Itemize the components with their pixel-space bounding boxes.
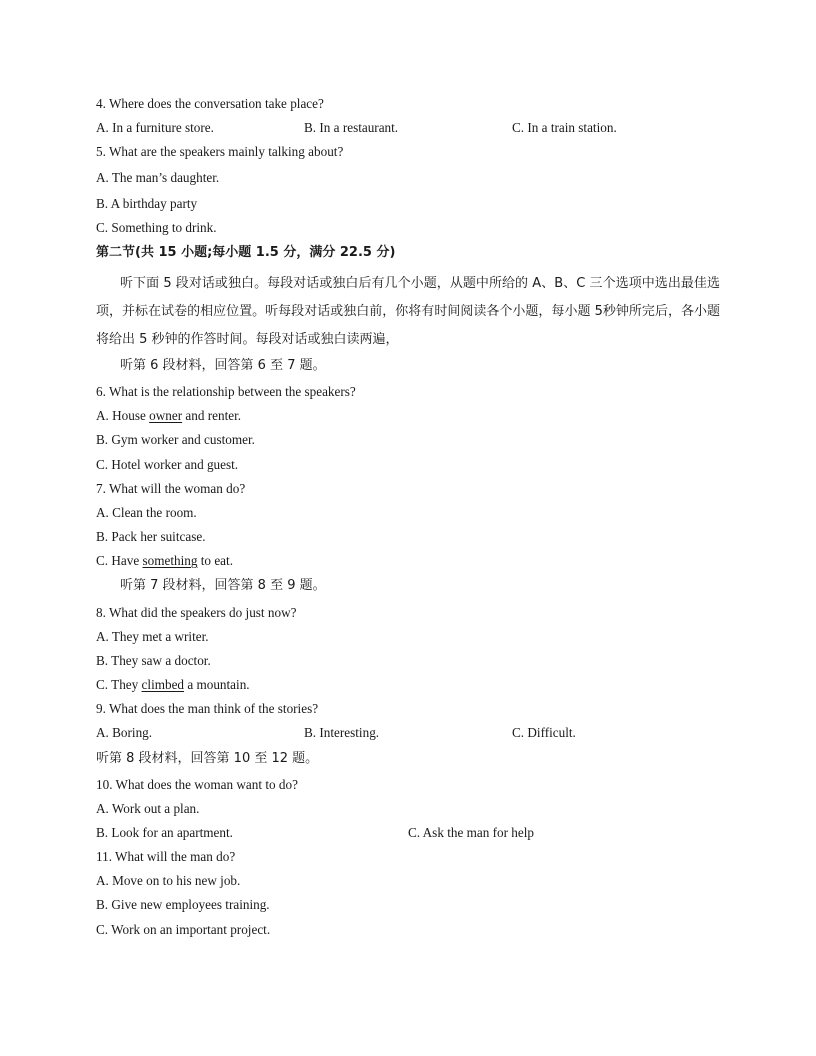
option-11a: A. Move on to his new job. [96,873,241,888]
option-8c [96,677,250,693]
option-11c: C. Work on an important project. [96,922,271,937]
question-8: 8. What did the speakers do just now? [96,605,297,620]
option-4c: C. In a train station. [512,120,617,135]
option-6a-prefix: A. House [96,408,150,423]
question-10: 10. What does the woman want to do? [96,777,298,792]
option-7c-prefix: C. Have [96,553,143,568]
option-10c: C. Ask the man for help [408,825,534,840]
option-8c-prefix: C. They [96,677,142,692]
option-8c-suffix: a mountain. [184,677,250,692]
passage-8-note: 听第 8 段材料，回答第 10 至 12 题。 [96,751,319,766]
option-6c: C. Hotel worker and guest. [96,457,239,472]
option-8a: A. They met a writer. [96,629,209,644]
option-5c: C. Something to drink. [96,220,217,235]
option-7b: B. Pack her suitcase. [96,529,206,544]
option-6a-underlined: owner [149,408,183,423]
question-5: 5. What are the speakers mainly talking about? [96,144,344,159]
option-6a [96,408,241,424]
question-9: 9. What does the man think of the stories? [96,701,319,716]
option-7c-suffix: to eat. [197,553,233,568]
option-9a: A. Boring. [96,725,153,740]
section-heading: 第二节(共 15 小题;每小题 1.5 分，满分 22.5 分) [96,245,396,260]
section-instructions: 听下面 5 段对话或独白。每段对话或独白后有几个小题，从题中所给的 A、B、C 三个选项中选出最佳选项，并标在试卷的相应位置。听每段对话或独白前，你将有时间阅读各个小题，每小题 5秒钟所完后，各小题将给出 5 秒钟的作答时间。每段对话或独白读两遍， [96,276,720,347]
passage-6-note: 听第 6 段材料，回答第 6 至 7 题。 [120,358,326,373]
option-6a-suffix: and renter. [182,408,242,423]
option-8c-underlined: climbed [141,677,185,692]
passage-7-note: 听第 7 段材料，回答第 8 至 9 题。 [120,578,326,593]
question-11: 11. What will the man do? [96,849,236,864]
option-8b: B. They saw a doctor. [96,653,211,668]
option-5a: A. The man’s daughter. [96,170,220,185]
question-6: 6. What is the relationship between the speakers? [96,384,356,399]
option-7c-underlined: something [142,553,198,568]
question-4: 4. Where does the conversation take place? [96,96,324,111]
option-6b: B. Gym worker and customer. [96,432,255,447]
question-7: 7. What will the woman do? [96,481,246,496]
option-5b: B. A birthday party [96,196,198,211]
option-11b: B. Give new employees training. [96,897,270,912]
option-4b: B. In a restaurant. [304,120,399,135]
option-10b: B. Look for an apartment. [96,825,233,840]
option-9c: C. Difficult. [512,725,576,740]
option-9b: B. Interesting. [304,725,380,740]
option-7c [96,553,233,569]
option-10a: A. Work out a plan. [96,801,200,816]
option-7a: A. Clean the room. [96,505,197,520]
option-4a: A. In a furniture store. [96,120,214,135]
